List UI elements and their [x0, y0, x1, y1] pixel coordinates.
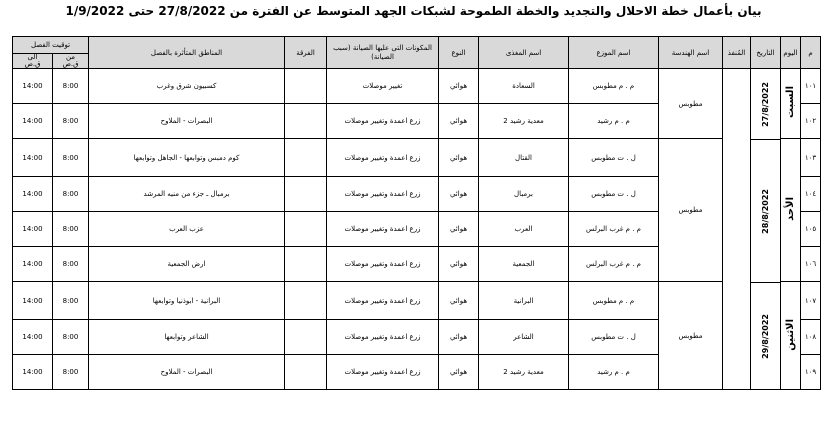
engineering-cell: مطوبس	[659, 139, 723, 282]
type-cell: هوائي	[439, 282, 479, 320]
from-time: 8:00	[53, 282, 89, 320]
date-label: 28/8/2022	[761, 188, 770, 234]
components-cell: زرع اعمدة وتغيير موصلات	[327, 355, 439, 390]
to-time: 14:00	[13, 139, 53, 177]
header-from	[53, 54, 89, 69]
header-day: اليوم	[781, 37, 801, 69]
from-time: 8:00	[53, 104, 89, 139]
day-cell	[781, 69, 801, 139]
row-number: ١٠٨	[801, 320, 821, 355]
header-number: م	[801, 37, 821, 69]
type-cell: هوائي	[439, 104, 479, 139]
feeder-cell: الشاعر	[479, 320, 569, 355]
from-time: 8:00	[53, 177, 89, 212]
type-cell: هوائي	[439, 212, 479, 247]
from-time: 8:00	[53, 355, 89, 390]
header-team: الفرقة	[285, 37, 327, 69]
components-cell: زرع اعمدة وتغيير موصلات	[327, 139, 439, 177]
to-time: 14:00	[13, 320, 53, 355]
row-number: ١٠٣	[801, 139, 821, 177]
areas-cell: كوم دمبس وتوابعها - الجاهل وتوابعها	[89, 139, 285, 177]
row-number: ١٠٧	[801, 282, 821, 320]
from-time: 8:00	[53, 69, 89, 104]
components-cell: زرع اعمدة وتغيير موصلات	[327, 247, 439, 282]
header-components: المكونات التى عليها الصيانة (سبب الصيانة)	[327, 37, 439, 69]
distributor-cell: م . م مطوبس	[569, 69, 659, 104]
date-label: 29/8/2022	[761, 313, 770, 359]
distributor-cell: م . م غرب البرلس	[569, 212, 659, 247]
table-row	[13, 282, 821, 320]
header-type: النوع	[439, 37, 479, 69]
team-cell	[285, 69, 327, 104]
type-cell: هوائي	[439, 247, 479, 282]
row-number: ١٠١	[801, 69, 821, 104]
header-distributor: اسم الموزع	[569, 37, 659, 69]
feeder-cell: البرانية	[479, 282, 569, 320]
team-cell	[285, 104, 327, 139]
from-time: 8:00	[53, 139, 89, 177]
distributor-cell: م . م رشيد	[569, 355, 659, 390]
to-time: 14:00	[13, 282, 53, 320]
distributor-cell: م . م رشيد	[569, 104, 659, 139]
distributor-cell: م . م مطوبس	[569, 282, 659, 320]
engineering-cell: مطوبس	[659, 69, 723, 139]
table-row	[13, 69, 821, 104]
schedule-table	[12, 36, 821, 390]
feeder-cell: القتال	[479, 139, 569, 177]
team-cell	[285, 247, 327, 282]
to-time: 14:00	[13, 69, 53, 104]
date-column	[751, 69, 781, 390]
header-feeder: اسم المغذى	[479, 37, 569, 69]
row-number: ١٠٦	[801, 247, 821, 282]
from-time: 8:00	[53, 320, 89, 355]
feeder-cell: العرب	[479, 212, 569, 247]
header-areas: المناطق المتأثرة بالفصل	[89, 37, 285, 69]
distributor-cell: ل . ت مطوبس	[569, 320, 659, 355]
row-number: ١٠٤	[801, 177, 821, 212]
team-cell	[285, 282, 327, 320]
areas-cell: ارض الجمعية	[89, 247, 285, 282]
executor-cell	[723, 69, 751, 390]
header-to-label: الى	[27, 53, 38, 61]
components-cell: زرع اعمدة وتغيير موصلات	[327, 320, 439, 355]
feeder-cell: الجمعية	[479, 247, 569, 282]
to-time: 14:00	[13, 104, 53, 139]
type-cell: هوائي	[439, 320, 479, 355]
components-cell: زرع اعمدة وتغيير موصلات	[327, 212, 439, 247]
day-label: الاثنين	[785, 318, 796, 351]
row-number: ١٠٥	[801, 212, 821, 247]
from-time: 8:00	[53, 212, 89, 247]
feeder-cell: معدية رشيد 2	[479, 104, 569, 139]
areas-cell: كسبيون شرق وغرب	[89, 69, 285, 104]
day-cell	[781, 282, 801, 390]
feeder-cell: السعادة	[479, 69, 569, 104]
row-number: ١٠٢	[801, 104, 821, 139]
header-from-unit: ق.ص	[62, 60, 79, 68]
components-cell: زرع اعمدة وتغيير موصلات	[327, 282, 439, 320]
areas-cell: الشاعر وتوابعها	[89, 320, 285, 355]
feeder-cell: معدية رشيد 2	[479, 355, 569, 390]
day-label: الأحد	[785, 197, 796, 221]
to-time: 14:00	[13, 177, 53, 212]
to-time: 14:00	[13, 247, 53, 282]
to-time: 14:00	[13, 355, 53, 390]
team-cell	[285, 177, 327, 212]
team-cell	[285, 139, 327, 177]
distributor-cell: ل . ت مطوبس	[569, 177, 659, 212]
team-cell	[285, 355, 327, 390]
page-title: بيان بأعمال خطة الاحلال والتجديد والخطة الطموحة لشبكات الجهد المتوسط عن الفترة من 27/8/2022 حتى 1/9/2022	[65, 4, 762, 18]
from-time: 8:00	[53, 247, 89, 282]
day-cell	[781, 139, 801, 282]
components-cell: زرع اعمدة وتغيير موصلات	[327, 177, 439, 212]
type-cell: هوائي	[439, 355, 479, 390]
header-executor: المُنفذ	[723, 37, 751, 69]
table-row	[13, 139, 821, 177]
header-from-label: من	[65, 53, 76, 61]
areas-cell: البرانية - ابوذنيا وتوابعها	[89, 282, 285, 320]
areas-cell: البصرات - الملاوح	[89, 355, 285, 390]
date-label: 27/8/2022	[761, 81, 770, 127]
components-cell: تغيير موصلات	[327, 69, 439, 104]
team-cell	[285, 212, 327, 247]
header-to-unit: ق.ص	[24, 60, 41, 68]
areas-cell: برمبال ـ جزء من منيه المرشد	[89, 177, 285, 212]
row-number: ١٠٩	[801, 355, 821, 390]
areas-cell: البصرات - الملاوح	[89, 104, 285, 139]
header-cut-time: توقيت الفصل	[13, 37, 89, 54]
areas-cell: عزب العرب	[89, 212, 285, 247]
header-engineering: اسم الهندسة	[659, 37, 723, 69]
type-cell: هوائي	[439, 177, 479, 212]
team-cell	[285, 320, 327, 355]
to-time: 14:00	[13, 212, 53, 247]
components-cell: زرع اعمدة وتغيير موصلات	[327, 104, 439, 139]
header-date: التاريخ	[751, 37, 781, 69]
engineering-cell: مطوبس	[659, 282, 723, 390]
distributor-cell: م . م غرب البرلس	[569, 247, 659, 282]
header-to	[13, 54, 53, 69]
distributor-cell: ل . ت مطوبس	[569, 139, 659, 177]
feeder-cell: برمبال	[479, 177, 569, 212]
type-cell: هوائي	[439, 69, 479, 104]
day-label: السبت	[785, 86, 796, 119]
type-cell: هوائي	[439, 139, 479, 177]
